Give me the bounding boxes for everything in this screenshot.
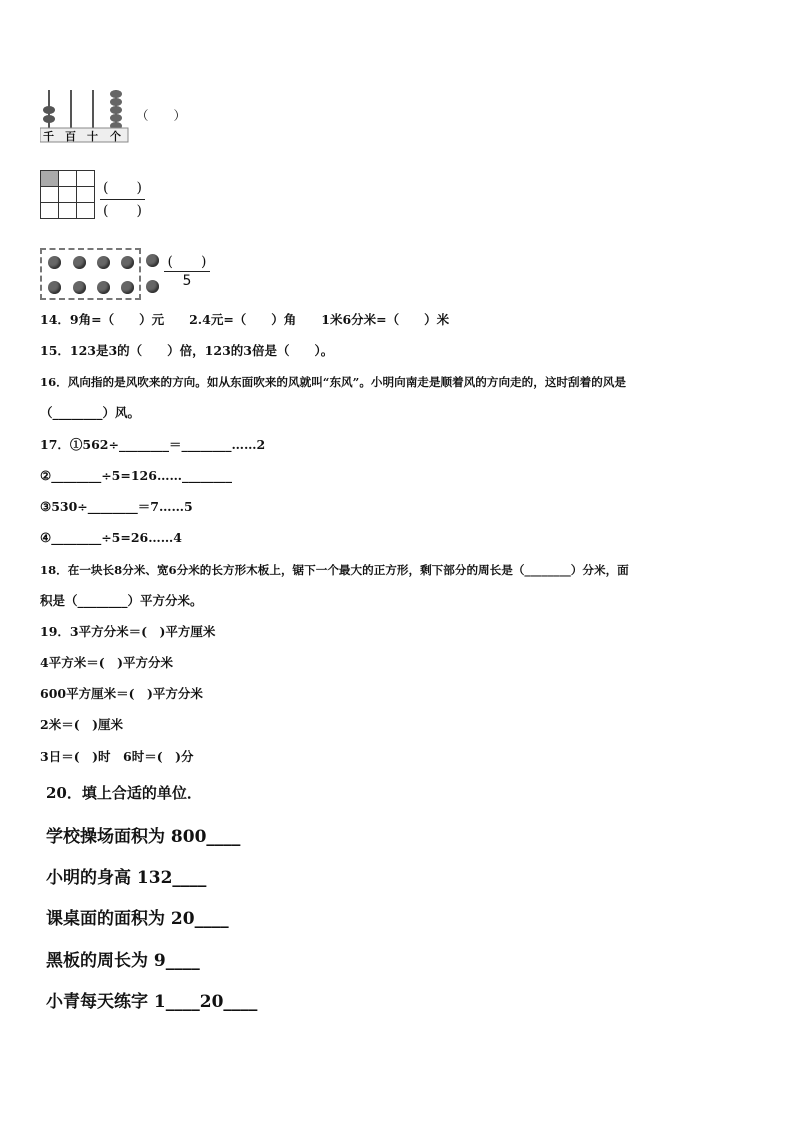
dot [73,256,86,269]
dot [97,256,110,269]
abacus-figure [40,88,132,146]
question-17-part4: ④________÷5=26……4 [40,530,182,545]
dots-fraction [164,253,210,290]
question-18-line1: 18．在一块长8分米、宽6分米的长方形木板上，锯下一个最大的正方形，剩下部分的周长是（________）分米，面 [40,563,629,577]
dot [48,281,61,294]
question-19-part1: 19．3平方分米＝( )平方厘米 [40,624,216,639]
question-16-line2: （________）风。 [40,405,141,420]
dot [97,281,110,294]
question-19-part3: 600平方厘米＝( )平方分米 [40,686,203,701]
question-20-item-4: 黑板的周长为 9____ [46,951,200,971]
question-17-part3: ③530÷________＝7……5 [40,499,193,514]
question-19-part4: 2米＝( )厘米 [40,717,124,732]
dots-box [40,248,141,300]
abacus-label-tens: 十 [87,130,98,143]
abacus-label-hundreds: 百 [65,130,76,143]
dot [121,256,134,269]
question-18-line2: 积是（________）平方分米。 [40,593,203,608]
question-20-item-1: 学校操场面积为 800____ [46,827,241,847]
question-20-item-5: 小青每天练字 1____20____ [46,992,258,1012]
abacus-label-ones: 个 [110,130,121,143]
question-16-line1: 16．风向指的是风吹来的方向。如从东面吹来的风就叫“东风”。小明向南走是顺着风的方向走的，这时刮着的风是 [40,375,626,389]
grid-figure [40,170,95,219]
question-17-part1: 17．①562÷________＝________……2 [40,437,266,452]
grid-fraction-denominator: ( ) [103,203,142,219]
grid-table [40,170,95,219]
question-19-part2: 4平方米＝( )平方分米 [40,655,174,670]
dot [73,281,86,294]
question-14: 14．9角=（ ）元 2.4元=（ ）角 1米6分米=（ ）米 [40,312,450,327]
dot [121,281,134,294]
question-20-item-3: 课桌面的面积为 20____ [46,909,229,929]
dot [48,256,61,269]
dots-fraction-denominator: 5 [182,273,192,289]
grid-fraction [100,178,145,221]
question-17-part2: ②________÷5=126……________ [40,468,232,483]
question-20-item-2: 小明的身高 132____ [46,868,207,888]
dot-outside [146,254,159,267]
question-19-part5: 3日＝( )时 6时＝( )分 [40,749,194,764]
question-20-title: 20．填上合适的单位． [46,784,202,802]
dot-outside [146,280,159,293]
abacus-label-thousands: 千 [43,130,54,143]
dots-fraction-numerator: ( ) [167,254,207,270]
grid-fraction-bar [100,199,145,200]
abacus-answer: （ ） [136,108,187,123]
grid-fraction-numerator: ( ) [103,180,142,196]
question-15: 15．123是3的（ ）倍，123的3倍是（ ）。 [40,343,334,358]
